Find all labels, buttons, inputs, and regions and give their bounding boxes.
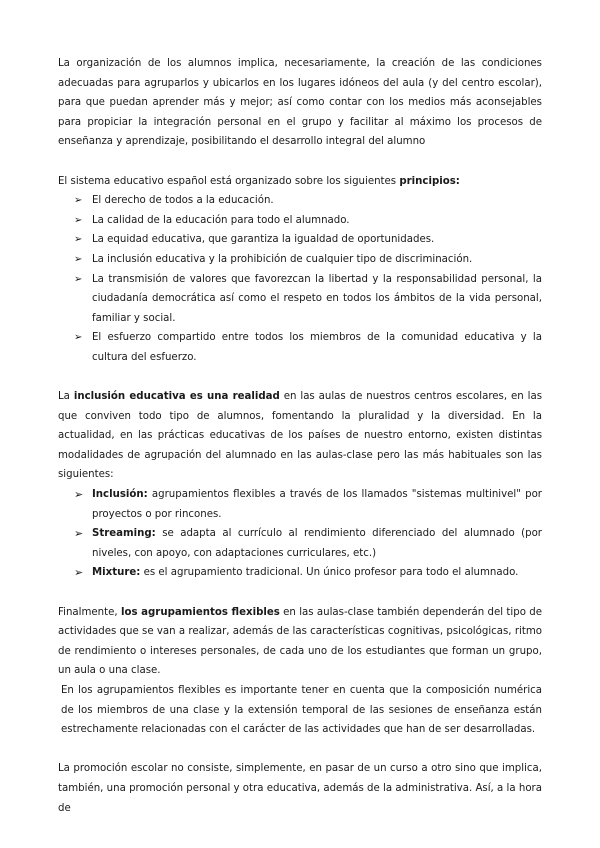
principles-intro-bold: principios: (399, 175, 460, 187)
paragraph-principles-intro (58, 172, 542, 192)
list-item (58, 270, 542, 329)
principles-intro-text: El sistema educativo español está organizado sobre los siguientes (58, 175, 400, 187)
paragraph-gap (58, 152, 542, 172)
arrow-bullet-icon: ➢ (74, 234, 83, 246)
modalities-list (58, 485, 542, 583)
list-item (58, 230, 542, 250)
arrow-bullet-icon: ➢ (74, 332, 83, 344)
modality-term: Streaming: (92, 528, 156, 540)
flexible-bold: los agrupamientos flexibles (120, 606, 280, 618)
list-item-text: La calidad de la educación para todo el alumnado. (92, 214, 350, 226)
paragraph-gap (58, 740, 542, 760)
arrow-bullet-icon: ➢ (74, 214, 83, 226)
inclusion-pre: La (58, 391, 74, 403)
list-item (58, 524, 542, 563)
paragraph-promotion: La promoción escolar no consiste, simplemente, en pasar de un curso a otro sino que implica, también, una promoción personal y otra educativa, además de la administrativa. Así, a la hora de (58, 763, 542, 814)
paragraph-gap (58, 583, 542, 603)
modality-term: Inclusión: (92, 489, 148, 501)
paragraph-inclusion (58, 387, 542, 485)
list-item (58, 250, 542, 270)
modality-text: agrupamientos flexibles a través de los llamados "sistemas multinivel" por proyectos o por rincones. (92, 489, 542, 520)
modality-text: se adapta al currículo al rendimiento diferenciado del alumnado (por niveles, con apoyo, con adaptaciones curriculares, etc.) (92, 528, 542, 559)
flexible-pre: Finalmente, (58, 606, 121, 618)
list-item (58, 485, 542, 524)
list-item-text: La inclusión educativa y la prohibición de cualquier tipo de discriminación. (92, 253, 473, 265)
paragraph-organization: La organización de los alumnos implica, necesariamente, la creación de las condiciones adecuadas para agruparlos y ubicarlos en los lugares idóneos del aula (y del centro escolar), para que puedan aprender más y mejor; así como contar con los medios más aconsejables para propiciar la integración personal en el grupo y facilitar al máximo los procesos de enseñanza y aprendizaje, posibilitando el desarrollo integral del alumno (58, 58, 542, 148)
arrow-bullet-icon: ➢ (74, 273, 83, 285)
list-item (58, 191, 542, 211)
modality-text: es el agrupamiento tradicional. Un único profesor para todo el alumnado. (140, 567, 519, 579)
list-item-text: El esfuerzo compartido entre todos los miembros de la comunidad educativa y la cultura del esfuerzo. (92, 332, 542, 363)
paragraph-flexible-groups (58, 603, 542, 681)
inclusion-post: en las aulas de nuestros centros escolares, en las que conviven todo tipo de alumnos, fomentando la pluralidad y la diversidad. En la actualidad, en las prácticas educativas de los países de nuestro entorno, existen distintas modalidades de agrupación del alumnado en las aulas-clase pero las más habituales son las siguientes: (58, 391, 543, 481)
paragraph-gap (58, 368, 542, 388)
arrow-bullet-icon: ➢ (74, 566, 84, 580)
inclusion-bold: inclusión educativa es una realidad (73, 391, 280, 403)
arrow-bullet-icon: ➢ (74, 253, 83, 265)
modality-term: Mixture: (92, 567, 141, 579)
list-item-text: La equidad educativa, que garantiza la igualdad de oportunidades. (92, 234, 435, 246)
document-body (58, 54, 542, 818)
arrow-bullet-icon: ➢ (74, 488, 84, 502)
list-item-text: El derecho de todos a la educación. (92, 195, 274, 207)
paragraph-numeric-composition: En los agrupamientos flexibles es importante tener en cuenta que la composición numérica de los miembros de una clase y la extensión temporal de las sesiones de enseñanza están estrechamente relacionadas con el carácter de las actividades que han de ser desarrolladas. (61, 685, 542, 736)
list-item-text: La transmisión de valores que favorezcan la libertad y la responsabilidad personal, la ciudadanía democrática así como el respeto en todos los ámbitos de la vida personal, familiar y social. (92, 273, 542, 324)
list-item (58, 211, 542, 231)
arrow-bullet-icon: ➢ (74, 527, 84, 541)
list-item (58, 563, 542, 583)
arrow-bullet-icon: ➢ (74, 195, 83, 207)
principles-list (58, 191, 542, 367)
flexible-post: en las aulas-clase también dependerán del tipo de actividades que se van a realizar, además de las características cognitivas, psicológicas, ritmo de rendimiento o intereses personales, de cada uno de los estudiantes que forman un grupo, un aula o una clase. (58, 606, 542, 677)
list-item (58, 328, 542, 367)
